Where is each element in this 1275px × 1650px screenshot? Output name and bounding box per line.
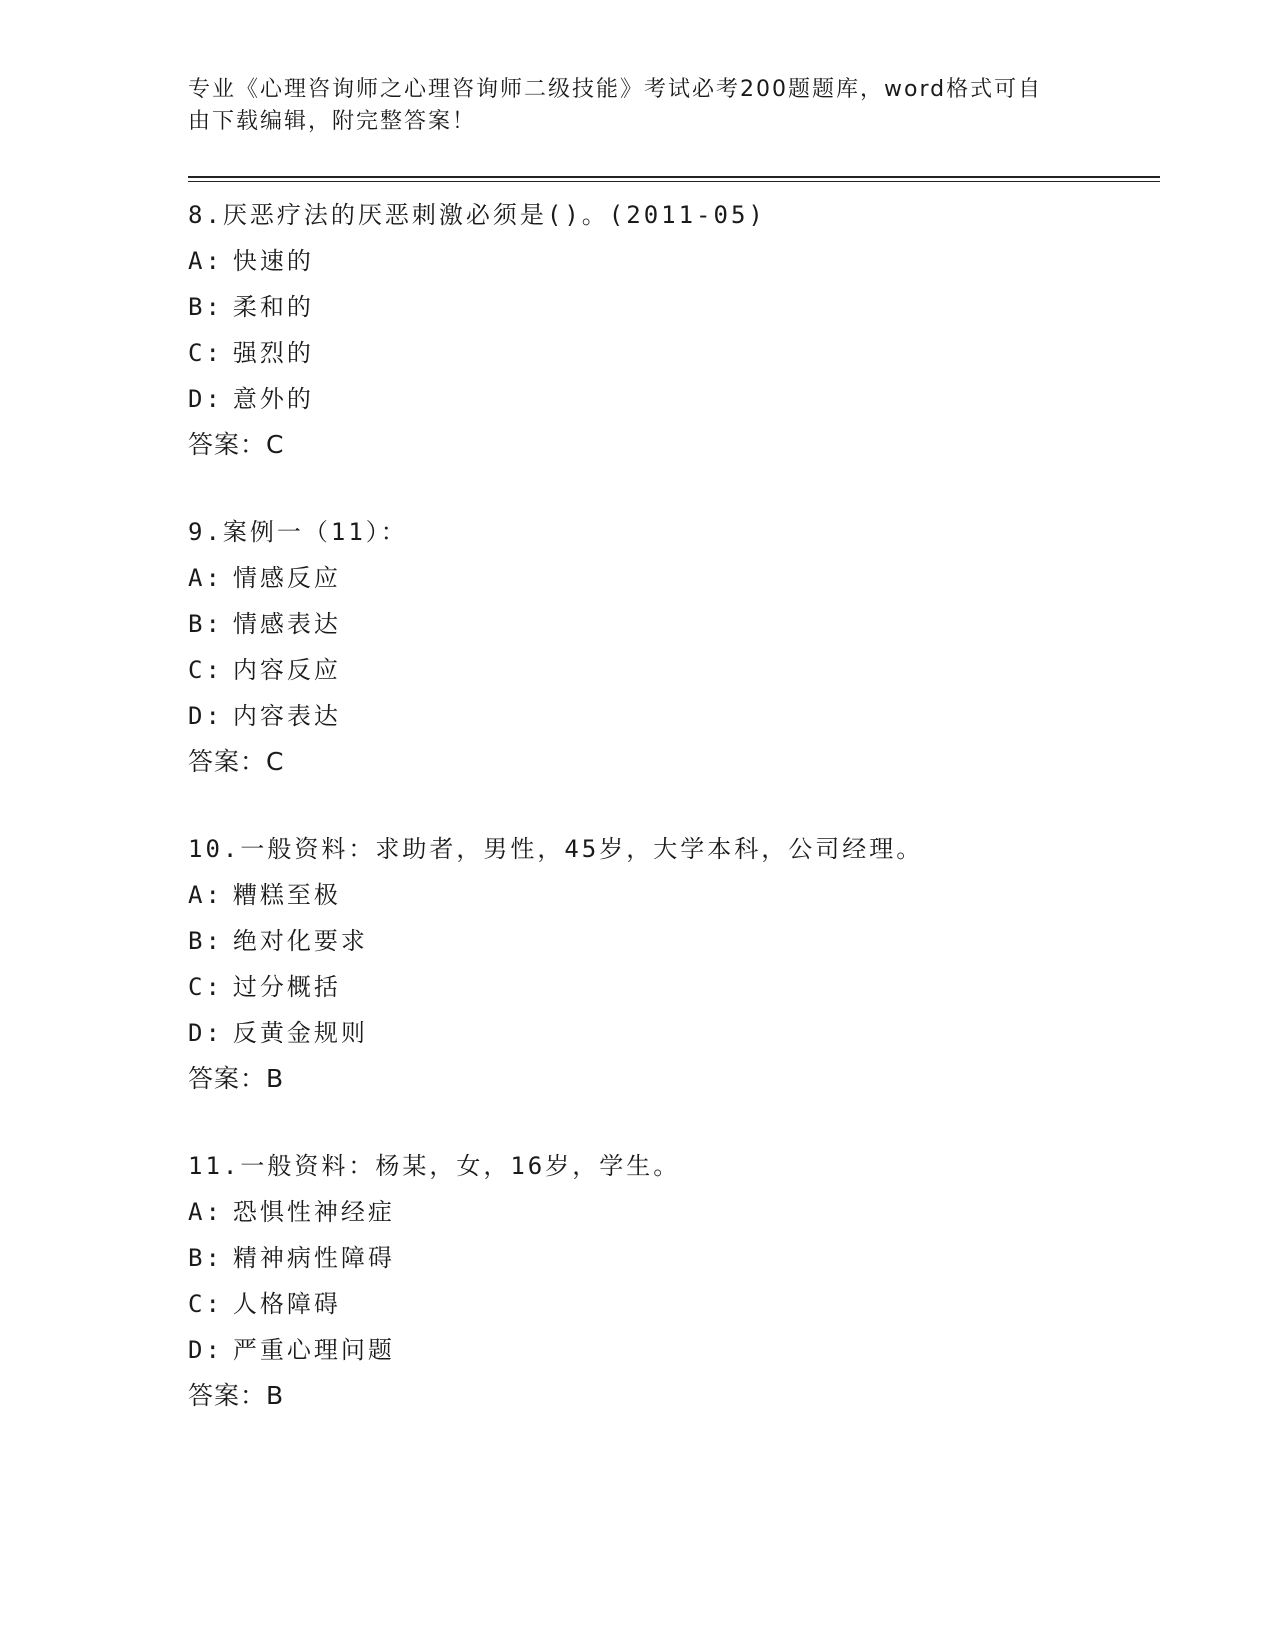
option-a [188, 872, 1160, 918]
option-b [188, 601, 1160, 647]
header-rule-thick [188, 176, 1160, 178]
option-letter: D: [188, 385, 223, 413]
option-letter: A: [188, 881, 223, 909]
option-a [188, 555, 1160, 601]
option-c [188, 964, 1160, 1010]
question-9 [188, 509, 1160, 785]
header-rule-thin [188, 181, 1160, 182]
option-a [188, 1189, 1160, 1235]
option-text: 人格障碍 [232, 1290, 341, 1318]
answer: 答案：C [188, 430, 285, 459]
option-letter: A: [188, 564, 223, 592]
question-stem: 8.厌恶疗法的厌恶刺激必须是()。(2011-05) [188, 201, 766, 229]
option-text: 强烈的 [232, 339, 314, 367]
option-d [188, 1010, 1160, 1056]
question-11 [188, 1143, 1160, 1419]
option-letter: B: [188, 927, 223, 955]
option-c [188, 1281, 1160, 1327]
question-10 [188, 826, 1160, 1102]
header-line-1: 专业《心理咨询师之心理咨询师二级技能》考试必考200题题库，word格式可自 [188, 77, 1043, 102]
option-letter: B: [188, 1244, 223, 1272]
question-8 [188, 192, 1160, 468]
option-letter: A: [188, 247, 223, 275]
option-text: 过分概括 [232, 973, 341, 1001]
option-letter: D: [188, 702, 223, 730]
option-letter: C: [188, 656, 223, 684]
option-text: 糟糕至极 [232, 881, 341, 909]
option-text: 情感反应 [232, 564, 341, 592]
option-b [188, 284, 1160, 330]
option-text: 内容反应 [232, 656, 341, 684]
option-text: 内容表达 [232, 702, 341, 730]
question-stem: 9.案例一（11）： [188, 518, 408, 546]
option-text: 反黄金规则 [232, 1019, 368, 1047]
answer: 答案：B [188, 1381, 285, 1410]
option-d [188, 1327, 1160, 1373]
header-line-2: 由下载编辑，附完整答案！ [188, 109, 477, 134]
option-a [188, 238, 1160, 284]
option-c [188, 330, 1160, 376]
option-text: 恐惧性神经症 [232, 1198, 395, 1226]
question-list [188, 192, 1160, 1460]
option-text: 快速的 [232, 247, 314, 275]
option-letter: B: [188, 293, 223, 321]
option-letter: D: [188, 1019, 223, 1047]
question-stem: 11.一般资料：杨某，女，16岁，学生。 [188, 1152, 681, 1180]
option-d [188, 693, 1160, 739]
option-b [188, 918, 1160, 964]
option-text: 情感表达 [232, 610, 341, 638]
question-stem: 10.一般资料：求助者，男性，45岁，大学本科，公司经理。 [188, 835, 924, 863]
option-d [188, 376, 1160, 422]
option-c [188, 647, 1160, 693]
answer: 答案：C [188, 747, 285, 776]
option-text: 绝对化要求 [232, 927, 368, 955]
option-letter: C: [188, 339, 223, 367]
option-text: 意外的 [232, 385, 314, 413]
answer: 答案：B [188, 1064, 285, 1093]
option-text: 严重心理问题 [232, 1336, 395, 1364]
option-letter: A: [188, 1198, 223, 1226]
option-text: 精神病性障碍 [232, 1244, 395, 1272]
option-letter: D: [188, 1336, 223, 1364]
option-letter: C: [188, 1290, 223, 1318]
option-letter: C: [188, 973, 223, 1001]
option-b [188, 1235, 1160, 1281]
option-letter: B: [188, 610, 223, 638]
option-text: 柔和的 [232, 293, 314, 321]
document-header [188, 74, 1068, 138]
